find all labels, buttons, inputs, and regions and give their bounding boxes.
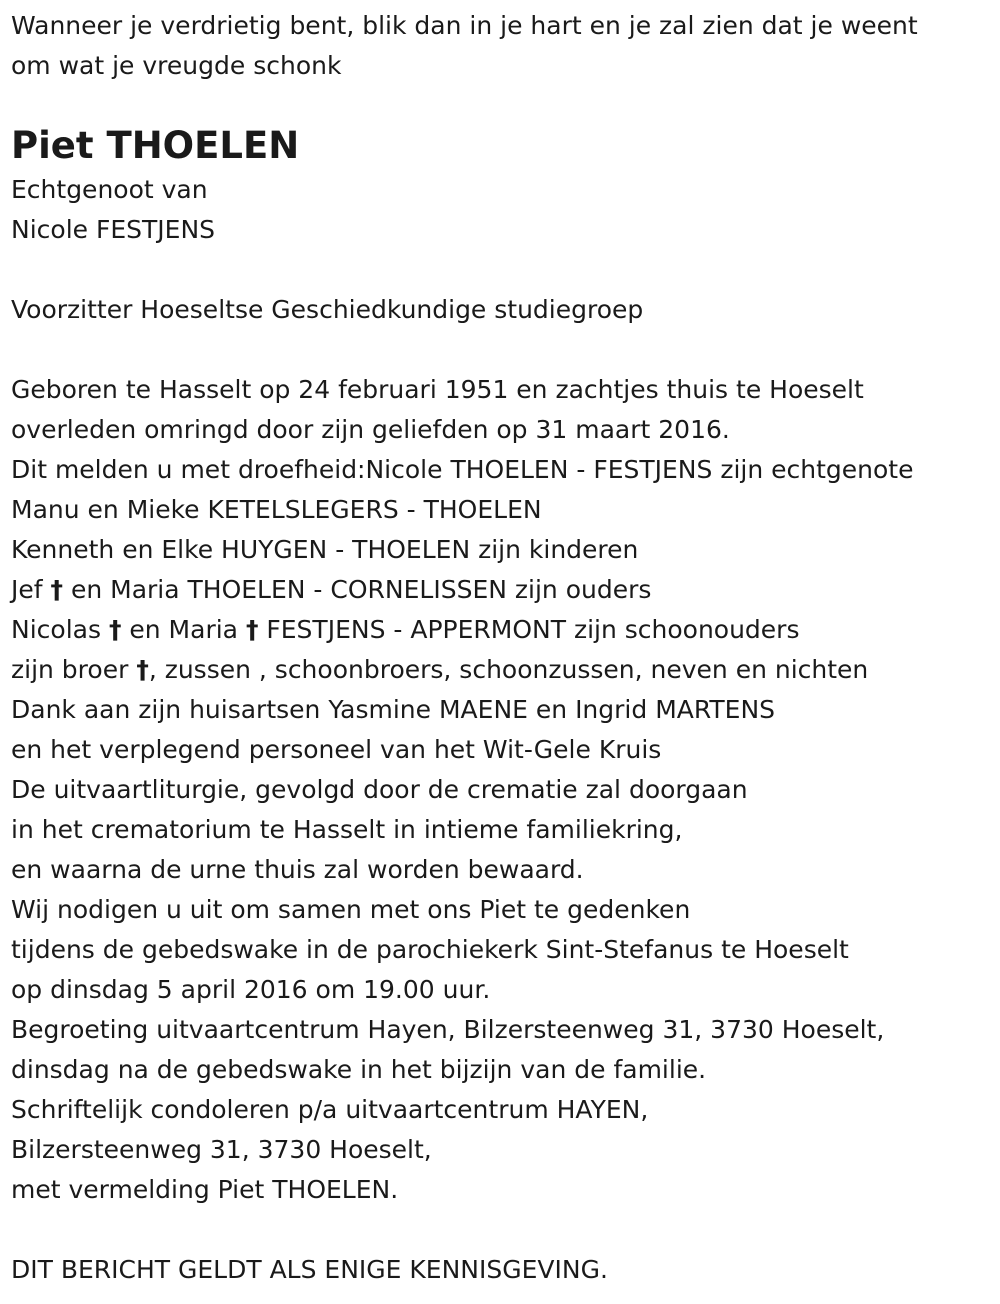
obituary-notice — [11, 6, 991, 1290]
body-line-8-part-1: zijn broer — [11, 655, 137, 684]
body-line-9: Dank aan zijn huisartsen Yasmine MAENE en Ingrid MARTENS — [11, 695, 776, 724]
body-line-13: en waarna de urne thuis zal worden bewaard. — [11, 855, 584, 884]
body-line-11: De uitvaartliturgie, gevolgd door de crematie zal doorgaan — [11, 775, 748, 804]
body-line-3: Dit melden u met droefheid:Nicole THOELEN - FESTJENS zijn echtgenote — [11, 455, 914, 484]
spouse-name: Nicole FESTJENS — [11, 215, 216, 244]
body-line-7 — [11, 610, 991, 650]
body-line-5: Kenneth en Elke HUYGEN - THOELEN zijn kinderen — [11, 535, 639, 564]
cross-icon: † — [108, 615, 122, 644]
spouse-block — [11, 170, 991, 250]
body-line-10: en het verplegend personeel van het Wit-Gele Kruis — [11, 735, 662, 764]
body-line-7-part-2: en Maria — [121, 615, 246, 644]
spacer — [11, 250, 991, 290]
body-line-15: tijdens de gebedswake in de parochiekerk Sint-Stefanus te Hoeselt — [11, 935, 849, 964]
body-line-1: Geboren te Hasselt op 24 februari 1951 en zachtjes thuis te Hoeselt — [11, 375, 864, 404]
cross-icon: † — [136, 655, 149, 684]
deceased-name: Piet THOELEN — [11, 124, 300, 167]
spouse-relation: Echtgenoot van — [11, 175, 208, 204]
body-line-2: overleden omringd door zijn geliefden op 31 maart 2016. — [11, 415, 730, 444]
body-line-7-part-1: Nicolas — [11, 615, 109, 644]
memorial-quote — [11, 6, 991, 86]
body-line-21: met vermelding Piet THOELEN. — [11, 1175, 399, 1204]
body-line-6-part-1: Jef — [11, 575, 51, 604]
spacer — [11, 330, 991, 370]
body-line-7-part-3: FESTJENS - APPERMONT zijn schoonouders — [258, 615, 800, 644]
body-line-12: in het crematorium te Hasselt in intieme familiekring, — [11, 815, 683, 844]
body-line-8-part-2: , zussen , schoonbroers, schoonzussen, neven en nichten — [148, 655, 869, 684]
body-line-6 — [11, 570, 991, 610]
cross-icon: † — [245, 615, 259, 644]
body-line-4: Manu en Mieke KETELSLEGERS - THOELEN — [11, 495, 542, 524]
body-line-16: op dinsdag 5 april 2016 om 19.00 uur. — [11, 975, 491, 1004]
quote-line-1: Wanneer je verdrietig bent, blik dan in je hart en je zal zien dat je weent — [11, 11, 918, 40]
body-line-6-part-2: en Maria THOELEN - CORNELISSEN zijn ouders — [63, 575, 652, 604]
body-line-18: dinsdag na de gebedswake in het bijzijn van de familie. — [11, 1055, 707, 1084]
body-line-17: Begroeting uitvaartcentrum Hayen, Bilzersteenweg 31, 3730 Hoeselt, — [11, 1015, 885, 1044]
cross-icon: † — [50, 575, 64, 604]
role-line: Voorzitter Hoeseltse Geschiedkundige studiegroep — [11, 295, 644, 324]
body-line-14: Wij nodigen u uit om samen met ons Piet te gedenken — [11, 895, 691, 924]
body-line-8 — [11, 650, 991, 690]
body-line-19: Schriftelijk condoleren p/a uitvaartcentrum HAYEN, — [11, 1095, 649, 1124]
announcement-body — [11, 370, 991, 1210]
body-line-20: Bilzersteenweg 31, 3730 Hoeselt, — [11, 1135, 432, 1164]
quote-line-2: om wat je vreugde schonk — [11, 51, 342, 80]
spacer — [11, 1210, 991, 1250]
closing-statement: DIT BERICHT GELDT ALS ENIGE KENNISGEVING. — [11, 1255, 608, 1284]
